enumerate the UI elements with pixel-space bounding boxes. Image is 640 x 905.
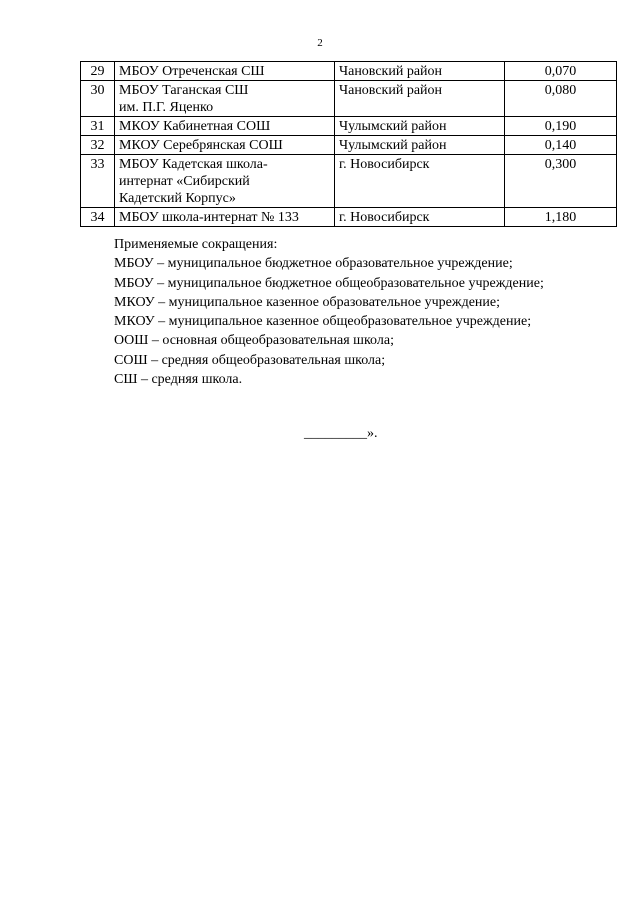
district-cell: Чановский район <box>335 62 505 81</box>
table-body <box>81 62 617 227</box>
school-name-line: им. П.Г. Яценко <box>119 100 214 115</box>
value-cell: 0,140 <box>505 136 617 155</box>
row-number-cell: 29 <box>81 62 115 81</box>
district-cell: г. Новосибирск <box>335 155 505 208</box>
abbreviation-item: МКОУ – муниципальное казенное образовательное учреждение; <box>114 294 500 310</box>
school-name-cell <box>115 136 335 155</box>
value-cell: 0,070 <box>505 62 617 81</box>
school-name-line: интернат «Сибирский <box>119 174 250 189</box>
school-name-line: Кадетский Корпус» <box>119 191 236 206</box>
closing-mark: _________». <box>304 426 378 441</box>
table-row <box>81 81 617 117</box>
abbreviation-item: ООШ – основная общеобразовательная школа; <box>114 333 394 349</box>
table-row <box>81 155 617 208</box>
row-number-cell: 30 <box>81 81 115 117</box>
row-number-cell: 33 <box>81 155 115 208</box>
school-name-cell <box>115 117 335 136</box>
school-name-line: МБОУ школа-интернат № 133 <box>119 210 299 225</box>
school-name-cell <box>115 81 335 117</box>
abbreviation-item: МБОУ – муниципальное бюджетное образовательное учреждение; <box>114 256 513 272</box>
district-cell: г. Новосибирск <box>335 208 505 227</box>
abbreviations-block <box>114 235 544 389</box>
district-cell: Чулымский район <box>335 117 505 136</box>
value-cell: 1,180 <box>505 208 617 227</box>
school-name-cell <box>115 155 335 208</box>
abbreviations-heading: Применяемые сокращения: <box>114 237 278 252</box>
abbreviation-item: МБОУ – муниципальное бюджетное общеобразовательное учреждение; <box>114 275 544 291</box>
page-number: 2 <box>317 37 323 49</box>
schools-table <box>80 61 617 227</box>
school-name-line: МКОУ Серебрянская СОШ <box>119 138 283 153</box>
abbreviation-item: СОШ – средняя общеобразовательная школа; <box>114 352 386 368</box>
school-name-cell <box>115 62 335 81</box>
table-row <box>81 117 617 136</box>
school-name-line: МКОУ Кабинетная СОШ <box>119 119 271 134</box>
value-cell: 0,080 <box>505 81 617 117</box>
table-row <box>81 62 617 81</box>
school-name-line: МБОУ Кадетская школа- <box>119 157 268 172</box>
value-cell: 0,300 <box>505 155 617 208</box>
row-number-cell: 31 <box>81 117 115 136</box>
district-cell: Чановский район <box>335 81 505 117</box>
district-cell: Чулымский район <box>335 136 505 155</box>
abbreviation-item: МКОУ – муниципальное казенное общеобразовательное учреждение; <box>114 314 532 330</box>
table-row <box>81 136 617 155</box>
abbreviation-item: СШ – средняя школа. <box>114 372 243 388</box>
table-row <box>81 208 617 227</box>
value-cell: 0,190 <box>505 117 617 136</box>
row-number-cell: 34 <box>81 208 115 227</box>
school-name-cell <box>115 208 335 227</box>
school-name-line: МБОУ Отреченская СШ <box>119 64 265 79</box>
row-number-cell: 32 <box>81 136 115 155</box>
school-name-line: МБОУ Таганская СШ <box>119 83 249 98</box>
